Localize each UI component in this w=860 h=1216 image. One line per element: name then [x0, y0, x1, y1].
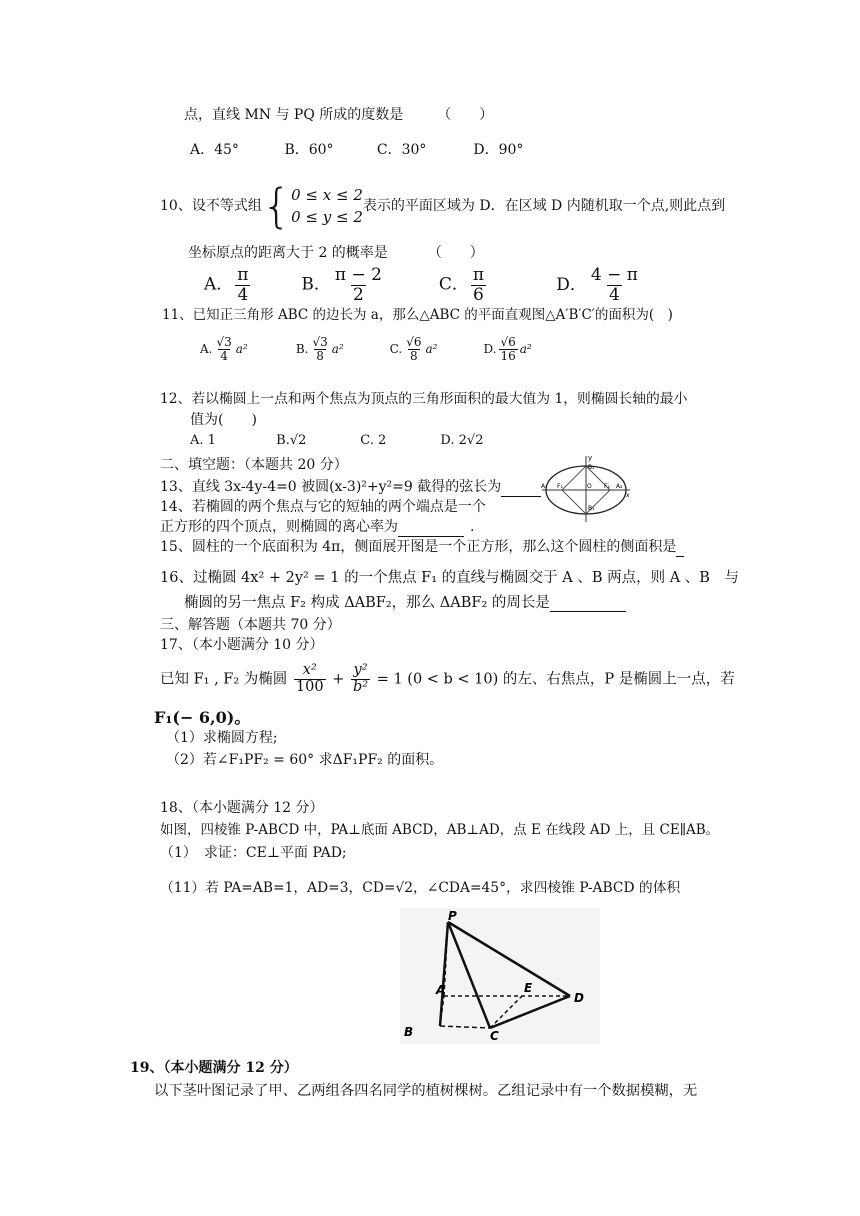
pyramid-label-p: P	[448, 909, 457, 923]
q12-options: A. 1 B.√2 C. 2 D. 2√2	[190, 433, 484, 448]
q18-part1: （1） 求证：CE⊥平面 PAD;	[160, 845, 347, 861]
pyramid-figure	[400, 908, 600, 1044]
q17-part1: （1）求椭圆方程;	[166, 730, 278, 746]
ellipse-label-f2: F₂	[604, 483, 610, 490]
q18-part2: （11）若 PA=AB=1，AD=3，CD=√2，∠CDA=45°，求四棱锥 P-ABCD 的体积	[160, 880, 681, 896]
q17-head: 17、（本小题满分 10 分）	[160, 637, 324, 653]
ellipse-label-y: y	[588, 454, 593, 462]
pyramid-label-e: E	[524, 981, 533, 995]
q10-line2: 坐标原点的距离大于 2 的概率是 （ ）	[188, 245, 484, 261]
q11-options: A. $\frac{√3}{4}$ a² B. $\frac{√3}{8}$ a² C. $\frac{√6}{8}$ a² D. $\frac{√6}{16}$ a²	[200, 335, 532, 364]
q16-line1: 16、过椭圆 4x² + 2y² = 1 的一个焦点 F₁ 的直线与椭圆交于 A 、B 两点，则 A 、B 与	[160, 570, 739, 586]
pyramid-label-c: C	[490, 1029, 499, 1043]
q18-head: 18、（本小题满分 12 分）	[160, 800, 324, 816]
q17-line1: 已知 F₁ , F₂ 为椭圆 $\frac{\text{x²}}{100}$ + $\frac{\text{y²}}{\text{b²}}$ = 1 (0 < b < 10) 的左、右焦点，P 是椭圆上一点，若	[160, 662, 735, 695]
q13: 13、直线 3x-4y-4=0 被圆(x-3)²+y²=9 截得的弦长为	[160, 479, 541, 497]
q17-part2: （2）若∠F₁PF₂ = 60° 求ΔF₁PF₂ 的面积。	[166, 752, 444, 768]
pyramid-label-b: B	[404, 1025, 414, 1039]
ellipse-label-a2: A₂	[616, 483, 623, 490]
q9-stem: 点，直线 MN 与 PQ 所成的度数是 （ ）	[184, 107, 494, 123]
ellipse-label-a1: A₁	[541, 483, 548, 490]
q15: 15、圆柱的一个底面积为 4π，侧面展开图是一个正方形，那么这个圆柱的侧面积是	[160, 539, 684, 557]
q17-f1: F₁(− 6,0)。	[154, 708, 251, 727]
ellipse-label-b2: B₂	[588, 464, 595, 471]
q19-stem: 以下茎叶图记录了甲、乙两组各四名同学的植树棵树。乙组记录中有一个数据模糊，无	[154, 1083, 698, 1099]
section-2-title: 二、填空题：（本题共 20 分）	[160, 457, 348, 473]
pyramid-label-d: D	[574, 991, 584, 1005]
section-3-title: 三、解答题（本题共 70 分）	[160, 617, 341, 633]
ellipse-label-o: O	[587, 483, 592, 490]
q12-stem2: 值为( )	[190, 412, 257, 428]
ellipse-label-x: x	[626, 492, 630, 499]
q12-stem1: 12、若以椭圆上一点和两个焦点为顶点的三角形面积的最大值为 1，则椭圆长轴的最小	[160, 391, 688, 407]
q14-line2: 正方形的四个顶点，则椭圆的离心率为 .	[160, 519, 475, 535]
q14-line1: 14、若椭圆的两个焦点与它的短轴的两个端点是一个	[160, 499, 486, 515]
q18-stem: 如图，四棱锥 P-ABCD 中，PA⊥底面 ABCD，AB⊥AD，点 E 在线段 AD 上，且 CE∥AB。	[160, 822, 720, 838]
q9-options: A．45° B．60° C．30° D．90°	[190, 142, 524, 158]
ellipse-figure	[540, 452, 632, 524]
q10-options: A． $\frac{\pi}{4}$ B． $\frac{\pi - 2}{2}$ C． $\frac{\pi}{6}$ D． $\frac{4 - \pi}{4}$	[204, 265, 638, 305]
q19-head: 19、（本小题满分 12 分）	[130, 1060, 298, 1076]
ellipse-label-b1: B₁	[588, 505, 595, 512]
q11-stem: 11、已知正三角形 ABC 的边长为 a，那么△ABC 的平面直观图△A′B′C′的面积为( )	[162, 307, 673, 323]
ellipse-label-f1: F₁	[557, 483, 563, 490]
pyramid-label-a: A	[436, 983, 446, 997]
q10-stem: 10、设不等式组{ 0 ≤ x ≤ 2 0 ≤ y ≤ 2 表示的平面区域为 D．在区域 D 内随机取一个点,则此点到	[160, 179, 726, 233]
q16-line2: 椭圆的另一焦点 F₂ 构成 ΔABF₂，那么 ΔABF₂ 的周长是	[184, 594, 626, 612]
